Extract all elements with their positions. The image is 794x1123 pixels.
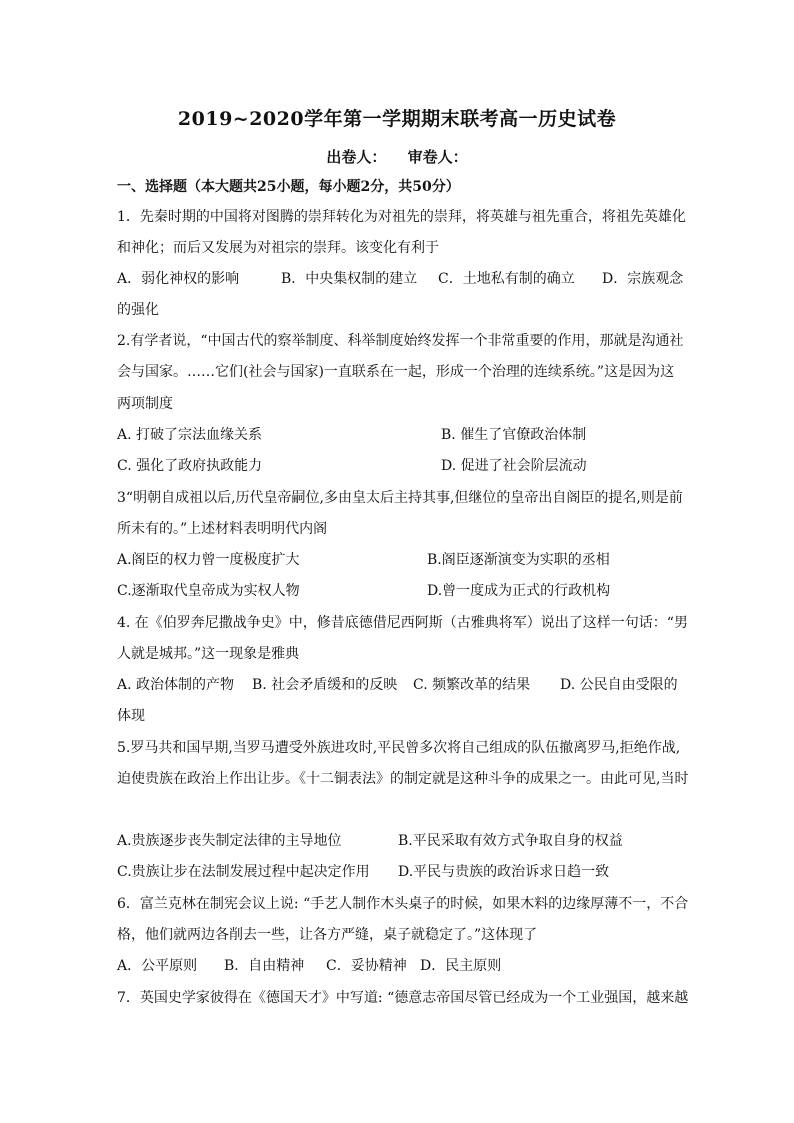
question-6-option-b: B．自由精神 [224, 958, 305, 974]
question-2-option-b: B. 催生了官僚政治体制 [441, 427, 587, 443]
question-2-option-c: C. 强化了政府执政能力 [117, 458, 263, 474]
question-6-line-2: 格，他们就两边各削去一些，让各方严缝，桌子就稳定了。”这体现了 [117, 927, 538, 943]
question-7-line-1: 7．英国史学家彼得在《德国天才》中写道: “德意志帝国尽管已经成为一个工业强国，越来越 [117, 990, 689, 1006]
question-3-option-a: A.阁臣的权力曾一度极度扩大 [117, 552, 300, 568]
question-5-option-b: B.平民采取有效方式争取自身的权益 [398, 833, 623, 849]
reviewer-label: 审卷人： [407, 148, 468, 166]
question-5-option-a: A.贵族逐步丧失制定法律的主导地位 [117, 833, 342, 849]
question-4-option-d: D. 公民自由受限的 [560, 677, 678, 693]
question-6-option-a: A．公平原则 [117, 958, 198, 974]
question-3-option-c: C.逐渐取代皇帝成为实权人物 [117, 583, 300, 599]
question-4-option-c: C. 频繁改革的结果 [413, 677, 531, 693]
question-5-line-2: 迫使贵族在政治上作出让步。《十二铜表法》的制定就是这种斗争的成果之一。由此可见,当时 [117, 771, 689, 787]
question-1-option-d-tail: 的强化 [117, 302, 159, 318]
question-2-line-3: 两项制度 [117, 396, 173, 412]
question-3-option-b: B.阁臣逐渐演变为实职的丞相 [427, 552, 610, 568]
section-heading: 一、选择题（本大题共25小题，每小题2分，共50分） [117, 179, 460, 195]
question-4-option-a: A. 政治体制的产物 [117, 677, 235, 693]
question-2-option-d: D. 促进了社会阶层流动 [441, 458, 587, 474]
question-4-line-2: 人就是城邦。”这一现象是雅典 [117, 646, 300, 662]
question-4-option-d-tail: 体现 [117, 708, 145, 724]
question-3-line-2: 所未有的。”上述材料表明明代内阁 [117, 521, 328, 537]
question-5-option-d: D.平民与贵族的政治诉求日趋一致 [398, 864, 610, 880]
author-label: 出卷人： [326, 148, 387, 166]
question-6-option-d: D．民主原则 [420, 958, 502, 974]
question-1-line-1: 1．先秦时期的中国将对图腾的崇拜转化为对祖先的崇拜，将英雄与祖先重合，将祖先英雄化 [117, 209, 686, 225]
question-5-option-c: C.贵族让步在法制发展过程中起决定作用 [117, 864, 370, 880]
question-1-option-a: A．弱化神权的影响 [117, 271, 240, 287]
question-1-option-d: D．宗族观念 [602, 271, 684, 287]
question-6-option-c: C．妥协精神 [326, 958, 407, 974]
question-3-line-1: 3“明朝自成祖以后,历代皇帝嗣位,多由皇太后主持其事,但继位的皇帝出自阁臣的提名,则是前 [117, 490, 683, 506]
question-3-option-d: D.曾一度成为正式的行政机构 [427, 583, 611, 599]
question-1-option-b: B．中央集权制的建立 [281, 271, 418, 287]
question-2-option-a: A. 打破了宗法血缘关系 [117, 427, 263, 443]
question-6-line-1: 6．富兰克林在制宪会议上说: “手艺人制作木头桌子的时候，如果木料的边缘厚薄不一，不合 [117, 896, 689, 912]
question-4-line-1: 4. 在《伯罗奔尼撒战争史》中，修昔底德借尼西阿斯（古雅典将军）说出了这样一句话：“男 [117, 615, 688, 631]
question-4-option-b: B. 社会矛盾缓和的反映 [252, 677, 398, 693]
question-1-option-c: C．土地私有制的确立 [438, 271, 575, 287]
question-1-line-2: 和神化；而后又发展为对祖宗的崇拜。该变化有利于 [117, 240, 439, 256]
author-line [0, 146, 794, 167]
question-2-line-2: 会与国家。……它们(社会与国家)一直联系在一起，形成一个治理的连续系统。”这是因为这 [117, 364, 675, 380]
question-2-line-1: 2.有学者说，“中国古代的察举制度、科举制度始终发挥一个非常重要的作用，那就是沟通社 [117, 333, 684, 349]
page-title: 2019~2020学年第一学期期末联考高一历史试卷 [177, 108, 617, 130]
question-5-line-1: 5.罗马共和国早期,当罗马遭受外族进攻时,平民曾多次将自己组成的队伍撤离罗马,拒绝作战, [117, 740, 681, 756]
